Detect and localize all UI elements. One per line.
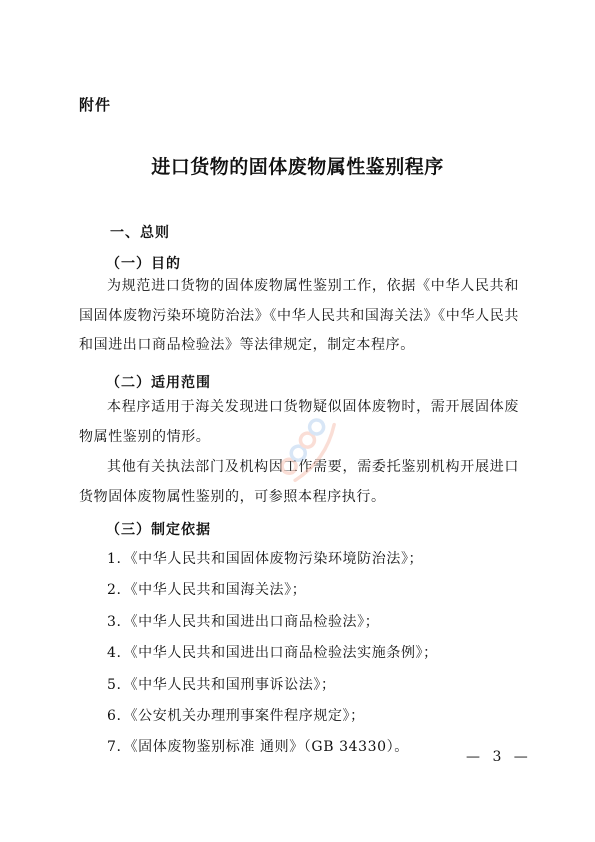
list-item bbox=[107, 732, 438, 763]
cloud-watermark-icon bbox=[264, 400, 344, 490]
page-number: — 3 — bbox=[466, 749, 532, 765]
purpose-heading: （一）目的 bbox=[106, 256, 181, 272]
list-item bbox=[107, 638, 438, 669]
list-item-text: 《中华人民共和国固体废物污染环境防治法》； bbox=[123, 551, 424, 567]
purpose-paragraph: 为规范进口货物的固体废物属性鉴别工作，依据《中华人民共和国固体废物污染环境防治法》《中华人民共和国海关法》《中华人民共和国进出口商品检验法》等法律规定，制定本程序。 bbox=[79, 278, 519, 353]
list-item-number: 3. bbox=[107, 613, 122, 630]
document-title: 进口货物的固体废物属性鉴别程序 bbox=[151, 156, 444, 178]
basis-list bbox=[107, 544, 438, 764]
list-item-number: 2. bbox=[107, 582, 122, 599]
list-item-text: 《固体废物鉴别标准 通则》（GB 34330）。 bbox=[123, 739, 409, 756]
list-item-text: 《中华人民共和国进出口商品检验法实施条例》； bbox=[123, 645, 438, 662]
annex-label: 附件 bbox=[79, 96, 112, 114]
list-item bbox=[107, 670, 438, 701]
list-item-text: 《公安机关办理刑事案件程序规定》； bbox=[123, 707, 365, 724]
list-item-number: 5. bbox=[107, 676, 122, 693]
list-item-text: 《中华人民共和国进出口商品检验法》； bbox=[123, 613, 380, 630]
list-item-text: 《中华人民共和国刑事诉讼法》； bbox=[123, 676, 336, 693]
list-item-number: 1. bbox=[107, 551, 122, 567]
scope-paragraph-2: 其他有关执法部门及机构因工作需要，需委托鉴别机构开展进口货物固体废物属性鉴别的，可参照本程序执行。 bbox=[79, 459, 519, 505]
section-general-heading: 一、总则 bbox=[110, 225, 170, 241]
list-item-text: 《中华人民共和国海关法》； bbox=[123, 582, 307, 599]
basis-heading: （三）制定依据 bbox=[106, 522, 211, 538]
list-item bbox=[107, 544, 438, 575]
list-item bbox=[107, 575, 438, 606]
list-item-number: 7. bbox=[107, 739, 122, 756]
list-item bbox=[107, 701, 438, 732]
list-item bbox=[107, 607, 438, 638]
list-item-number: 6. bbox=[107, 707, 122, 724]
list-item-number: 4. bbox=[107, 645, 122, 662]
scope-heading: （二）适用范围 bbox=[106, 375, 211, 391]
scope-paragraph-1: 本程序适用于海关发现进口货物疑似固体废物时，需开展固体废物属性鉴别的情形。 bbox=[79, 399, 519, 445]
